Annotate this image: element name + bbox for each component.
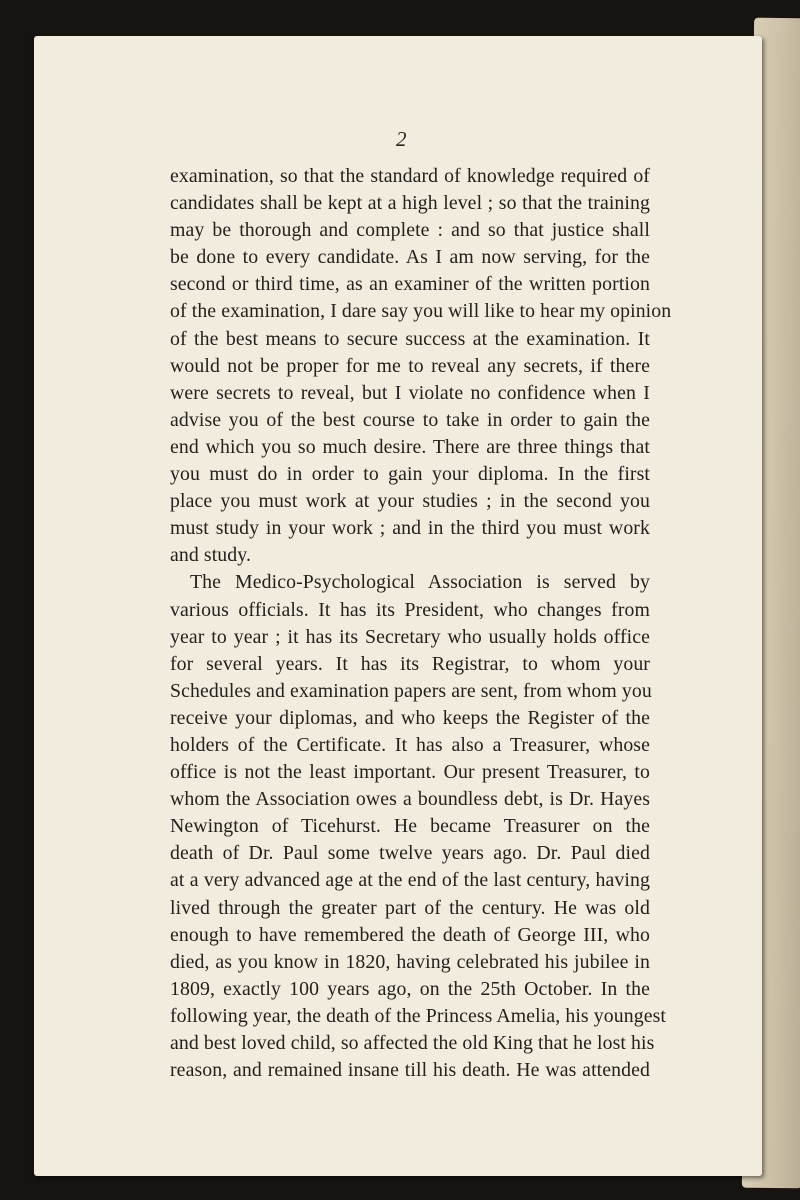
- text-line: death of Dr. Paul some twelve years ago. Dr. Paul died: [170, 842, 650, 865]
- text-line: Newington of Ticehurst. He became Treasurer on the: [170, 815, 650, 838]
- text-line: place you must work at your studies ; in the second you: [170, 490, 650, 513]
- text-line: may be thorough and complete : and so that justice shall: [170, 219, 650, 242]
- text-line: end which you so much desire. There are three things that: [170, 435, 650, 458]
- text-line: following year, the death of the Princess Amelia, his youngest: [170, 1004, 666, 1027]
- text-line: second or third time, as an examiner of the written portion: [170, 273, 650, 296]
- text-line: year to year ; it has its Secretary who usually holds office: [170, 625, 650, 648]
- text-line: you must do in order to gain your diploma. In the first: [170, 463, 650, 486]
- text-line: lived through the greater part of the century. He was old: [170, 896, 650, 919]
- text-line: candidates shall be kept at a high level ; so that the training: [170, 192, 650, 215]
- text-line: The Medico-Psychological Association is served by: [190, 571, 650, 594]
- text-line: enough to have remembered the death of George III, who: [170, 923, 650, 946]
- text-line: examination, so that the standard of knowledge required of: [170, 165, 650, 187]
- text-line: advise you of the best course to take in order to gain the: [170, 408, 650, 431]
- text-line: reason, and remained insane till his death. He was attended: [170, 1059, 650, 1082]
- text-line: died, as you know in 1820, having celebrated his jubilee in: [170, 950, 650, 973]
- text-line: Schedules and examination papers are sent, from whom you: [170, 679, 652, 702]
- text-line: for several years. It has its Registrar, to whom your: [170, 652, 650, 675]
- text-line: and best loved child, so affected the old King that he lost his: [170, 1032, 655, 1054]
- page-number: 2: [396, 127, 407, 151]
- text-line: 1809, exactly 100 years ago, on the 25th October. In the: [170, 977, 650, 1000]
- text-line: various officials. It has its President, who changes from: [170, 598, 650, 621]
- text-line: be done to every candidate. As I am now serving, for the: [170, 246, 650, 269]
- body-text: [170, 163, 672, 1084]
- text-line: must study in your work ; and in the third you must work: [170, 517, 650, 540]
- text-line: were secrets to reveal, but I violate no confidence when I: [170, 381, 650, 404]
- text-line: of the examination, I dare say you will like to hear my opinion: [170, 300, 672, 323]
- text-line: office is not the least important. Our present Treasurer, to: [170, 761, 650, 784]
- text-line: would not be proper for me to reveal any secrets, if there: [170, 354, 650, 377]
- text-line: and study.: [170, 544, 252, 567]
- text-line: receive your diplomas, and who keeps the Register of the: [170, 706, 650, 729]
- text-line: whom the Association owes a boundless debt, is Dr. Hayes: [170, 788, 650, 811]
- text-line: at a very advanced age at the end of the last century, having: [170, 869, 650, 892]
- text-line: holders of the Certificate. It has also a Treasurer, whose: [170, 733, 650, 756]
- text-line: of the best means to secure success at the examination. It: [170, 327, 650, 350]
